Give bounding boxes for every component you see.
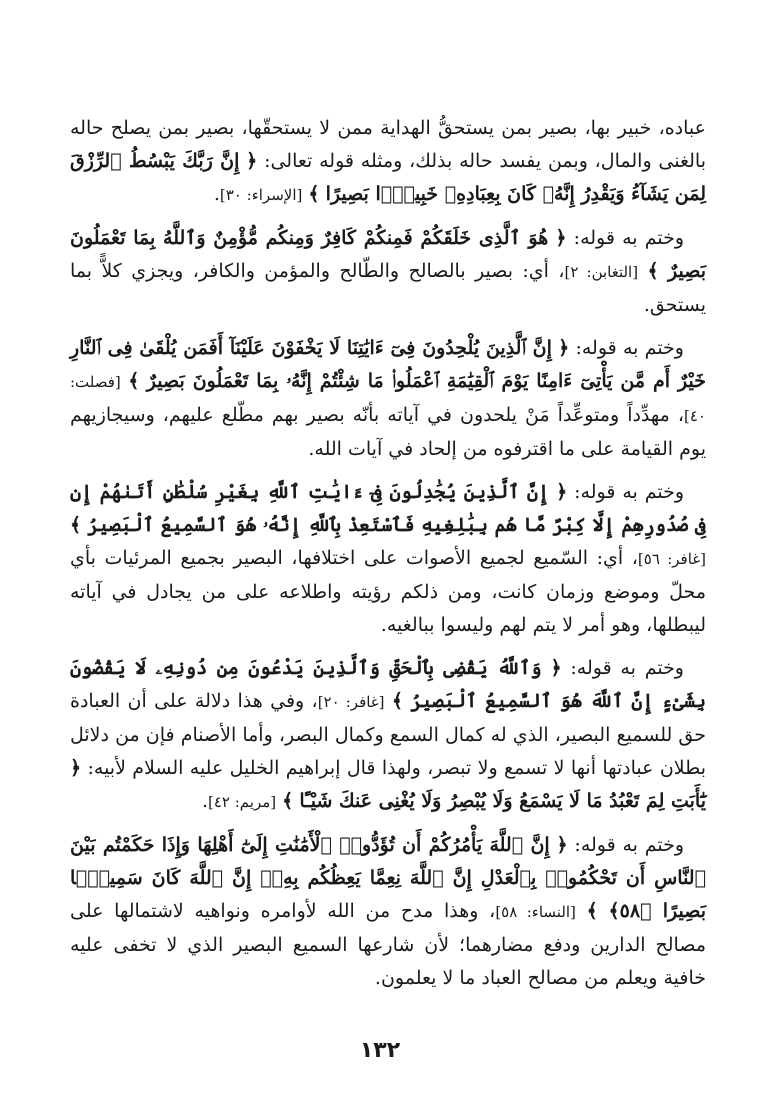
quran-close-brace: ﴾ (308, 183, 320, 205)
quran-verse: إِنَّ ٱللَّهَ يَأْمُرُكُمْ أَن تُؤَدُّوا۟ ٱلْأَمَٰنَٰتِ إِلَىٰٓ أَهْلِهَا وَإِذَا حَكَمْتُم بَيْنَ ٱلنَّاسِ أَن تَحْكُمُوا۟ بِٱلْعَدْلِ إِنَّ ٱللَّهَ نِعِمَّا يَعِظُكُم بِهِۦٓ إِنَّ ٱللَّهَ كَانَ سَمِيعًۢا بَصِيرًا ﴿٥٨﴾ (70, 834, 707, 922)
quran-open-brace: ﴿ (550, 657, 562, 679)
paragraph-text: وختم به قوله: (569, 337, 684, 359)
paragraph-text: ، أي: بصير بالصالح والطّالح والمؤمن والكافر، ويجزي كلاًّ بما يستحق. (70, 260, 706, 316)
verse-reference: [فصلت: ٤٠] (70, 373, 706, 425)
quran-open-brace: ﴿ (556, 834, 568, 856)
paragraph-text: ، أي: السّميع لجميع الأصوات على اختلافها، البصير بجميع المرئيات بأي محلّ وموضع وزمان كانت، ومن ذلكم رؤيته واطلاعه على من يجادل في آياته ليبطلها، وهو أمر لا يتم لهم وليسوا ببالغيه. (70, 547, 706, 636)
quran-verse: إِنَّ رَبَّكَ يَبْسُطُ ٱلرِّزْقَ لِمَن يَشَآءُ وَيَقْدِرُ إِنَّهُۥ كَانَ بِعِبَادِهِۦ خَبِيرًۢا بَصِيرًا (70, 150, 706, 205)
paragraph-text: ، مهدِّداً ومتوعِّداً مَنْ يلحدون في آياته بأنّه بصير بهم مطّلع عليهم، وسيجازيهم يوم القيامة على ما اقترفوه من إلحاد في آيات الله. (70, 404, 706, 460)
paragraph-text: وختم به قوله: (567, 481, 684, 503)
paragraph-text: ، وفي هذا دلالة على أن العبادة حق للسميع البصير، الذي له كمال السمع وكمال البصر، وأما الأصنام فإن من دلائل بطلان عبادتها أنها لا تسمع ولا تبصر، ولهذا قال إبراهيم الخليل عليه السلام لأبيه: (70, 690, 706, 779)
paragraph-5 (70, 652, 706, 819)
quran-close-brace: ﴾ (391, 690, 403, 712)
quran-close-brace: ﴾ (128, 370, 140, 392)
quran-verse: إِنَّ ٱلَّذِينَ يُلْحِدُونَ فِىٓ ءَايَٰتِنَا لَا يَخْفَوْنَ عَلَيْنَآ أَفَمَن يُلْقَىٰ فِى ٱلنَّارِ خَيْرٌ أَم مَّن يَأْتِىٓ ءَامِنًا يَوْمَ ٱلْقِيَٰمَةِ ٱعْمَلُوا۟ مَا شِئْتُمْ إِنَّهُۥ بِمَا تَعْمَلُونَ بَصِيرٌ (70, 337, 707, 392)
paragraph-text: وختم به قوله: (561, 657, 684, 679)
quran-verse: إِنَّ ٱلَّذِينَ يُجَٰدِلُونَ فِىٓ ءَايَٰتِ ٱللَّهِ بِغَيْرِ سُلْطَٰنٍ أَتَىٰهُمْ إِن فِى صُدُورِهِمْ إِلَّا كِبْرٌ مَّا هُم بِبَٰلِغِيهِ فَٱسْتَعِذْ بِٱللَّهِ إِنَّهُۥ هُوَ ٱلسَّمِيعُ ٱلْبَصِيرُ (70, 481, 706, 536)
page-body (70, 112, 706, 1005)
quran-close-brace: ﴾ (282, 790, 294, 812)
paragraph-text: . (201, 790, 208, 812)
quran-close-brace: ﴾ (70, 514, 82, 536)
quran-open-brace: ﴿ (70, 757, 82, 779)
quran-verse: يَٰٓأَبَتِ لِمَ تَعْبُدُ مَا لَا يَسْمَعُ وَلَا يُبْصِرُ وَلَا يُغْنِى عَنكَ شَيْـًٔا (299, 790, 706, 812)
paragraph-6 (70, 829, 706, 995)
paragraph-text: وختم به قوله: (567, 834, 685, 856)
verse-reference: [النساء: ٥٨] (495, 903, 576, 921)
paragraph-text: ، وهذا مدح من الله لأوامره ونواهيه لاشتمالها على مصالح الدارين ودفع مضارهما؛ لأن شارعها السميع البصير الذي لا تخفى عليه خافية ويعلم من مصالح العباد ما لا يعلمون. (70, 900, 706, 989)
quran-verse: هُوَ ٱلَّذِى خَلَقَكُمْ فَمِنكُمْ كَافِرٌ وَمِنكُم مُّؤْمِنٌ وَٱللَّهُ بِمَا تَعْمَلُونَ بَصِيرٌ (70, 227, 706, 282)
paragraph-2 (70, 222, 706, 322)
quran-open-brace: ﴿ (246, 150, 258, 172)
quran-verse: وَٱللَّهُ يَقْضِى بِٱلْحَقِّ وَٱلَّذِينَ يَدْعُونَ مِن دُونِهِۦ لَا يَقْضُونَ بِشَىْءٍ إِنَّ ٱللَّهَ هُوَ ٱلسَّمِيعُ ٱلْبَصِيرُ (70, 657, 706, 712)
verse-reference: [مريم: ٤٢] (207, 793, 277, 811)
paragraph-3 (70, 332, 706, 466)
paragraph-text: . (213, 183, 220, 205)
verse-reference: [غافر: ٥٦] (637, 550, 706, 568)
quran-open-brace: ﴿ (555, 227, 567, 249)
paragraph-4 (70, 476, 706, 642)
quran-close-brace: ﴾ (647, 260, 659, 282)
paragraph-text: عباده، خبير بها، بصير بمن يستحقُّ الهداية ممن لا يستحقّها، بصير بمن يصلح حاله بالغنى والمال، وبمن يفسد حاله بذلك، ومثله قوله تعالى: (70, 117, 706, 172)
quran-open-brace: ﴿ (556, 481, 568, 503)
paragraph-text: وختم به قوله: (566, 227, 685, 249)
paragraph-1 (70, 112, 706, 212)
page-number: ١٣٢ (359, 1038, 401, 1063)
verse-reference: [التغابن: ٢] (564, 263, 639, 281)
quran-close-brace: ﴾ (586, 900, 598, 922)
verse-reference: [الإسراء: ٣٠] (219, 186, 303, 204)
quran-open-brace: ﴿ (558, 337, 570, 359)
verse-reference: [غافر: ٢٠] (317, 693, 385, 711)
